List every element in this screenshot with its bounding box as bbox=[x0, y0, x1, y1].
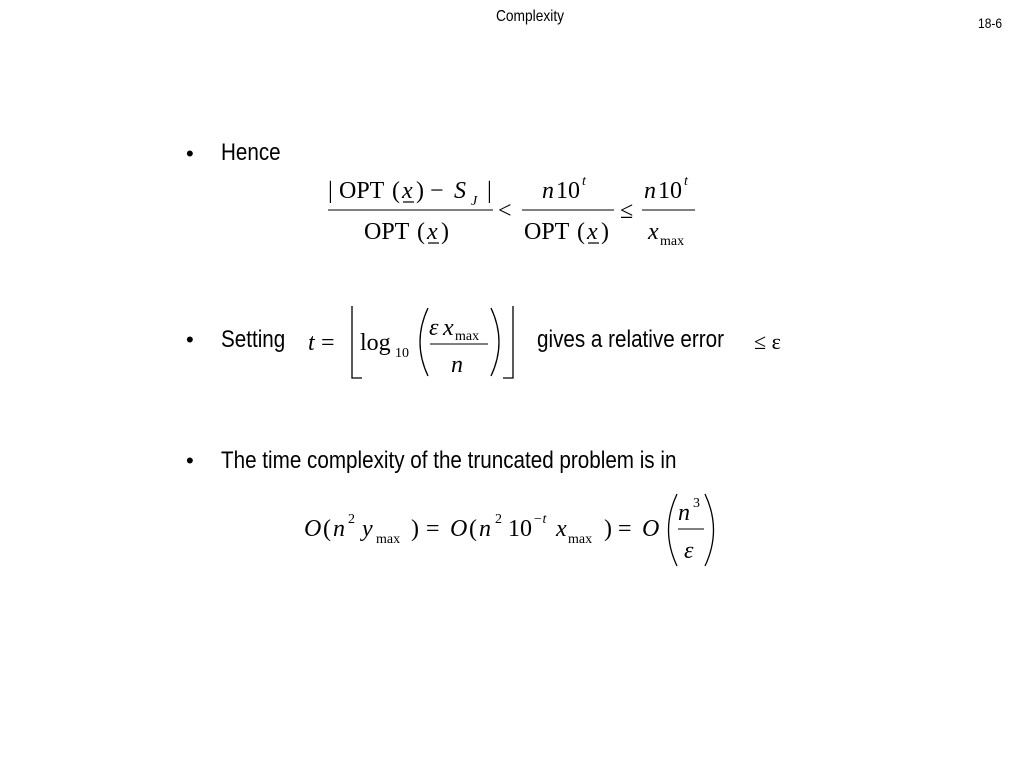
subscript-max: max bbox=[455, 329, 480, 344]
exponent-3: 3 bbox=[693, 496, 700, 511]
ten: 10 bbox=[508, 516, 532, 542]
log-label: log bbox=[360, 330, 391, 356]
svg-text:(: ( bbox=[417, 219, 425, 245]
formula-leq-epsilon bbox=[752, 326, 802, 356]
bullet-text-relative-error: gives a relative error bbox=[537, 326, 724, 353]
svg-text:): ) bbox=[411, 516, 419, 542]
bullet-text-hence: Hence bbox=[221, 139, 281, 166]
svg-text:): ) bbox=[604, 516, 612, 542]
slide-title: Complexity bbox=[495, 8, 565, 25]
superscript-t: t bbox=[582, 174, 586, 189]
subscript-max: max bbox=[376, 532, 401, 547]
svg-text:−: − bbox=[430, 178, 444, 204]
bullet-text-time-complexity: The time complexity of the truncated problem is in bbox=[221, 447, 677, 474]
svg-text:(: ( bbox=[392, 178, 400, 204]
bullet-text-setting: Setting bbox=[221, 326, 286, 353]
var-x: x bbox=[402, 178, 413, 204]
var-x: x bbox=[587, 219, 598, 245]
formula-t-definition bbox=[300, 300, 530, 386]
subscript-j: J bbox=[471, 194, 478, 209]
big-o: O bbox=[450, 516, 468, 542]
var-n: n bbox=[644, 178, 656, 204]
exponent-minus-t: −t bbox=[533, 512, 547, 527]
svg-text:): ) bbox=[416, 178, 424, 204]
opt-label: OPT bbox=[524, 219, 570, 245]
big-o: O bbox=[642, 516, 660, 542]
var-epsilon: ε bbox=[429, 315, 439, 341]
var-n: n bbox=[542, 178, 554, 204]
var-n: n bbox=[678, 500, 690, 526]
svg-text:): ) bbox=[441, 219, 449, 245]
formula-relative-error-bound bbox=[320, 168, 710, 256]
var-epsilon: ε bbox=[684, 538, 694, 564]
opt-label: OPT bbox=[364, 219, 410, 245]
slide-number: 18-6 bbox=[978, 15, 1003, 31]
svg-text:(: ( bbox=[577, 219, 585, 245]
var-x: x bbox=[648, 219, 659, 245]
exponent-2: 2 bbox=[348, 512, 355, 527]
exponent-2: 2 bbox=[495, 512, 502, 527]
var-n: n bbox=[451, 352, 463, 378]
svg-text:(: ( bbox=[323, 516, 331, 542]
subscript-max: max bbox=[660, 234, 685, 249]
var-t: t bbox=[308, 330, 315, 356]
svg-text:<: < bbox=[498, 198, 512, 224]
bullet-marker: • bbox=[186, 448, 194, 473]
svg-text:≤: ≤ bbox=[620, 198, 634, 224]
bullet-marker: • bbox=[186, 141, 194, 166]
var-n: n bbox=[479, 516, 491, 542]
big-o: O bbox=[304, 516, 322, 542]
svg-text:=: = bbox=[618, 516, 632, 542]
var-x: x bbox=[443, 315, 454, 341]
superscript-t: t bbox=[684, 174, 688, 189]
ten: 10 bbox=[658, 178, 682, 204]
var-x: x bbox=[427, 219, 438, 245]
svg-text:|: | bbox=[328, 178, 333, 204]
var-s: S bbox=[454, 178, 466, 204]
var-x: x bbox=[556, 516, 567, 542]
leq-epsilon: ≤ ε bbox=[754, 329, 781, 354]
opt-label: OPT bbox=[339, 178, 385, 204]
svg-text:=: = bbox=[426, 516, 440, 542]
svg-text:(: ( bbox=[469, 516, 477, 542]
ten: 10 bbox=[556, 178, 580, 204]
formula-time-complexity bbox=[300, 488, 730, 572]
var-n: n bbox=[333, 516, 345, 542]
var-y: y bbox=[362, 516, 373, 542]
svg-text:|: | bbox=[487, 178, 492, 204]
svg-text:): ) bbox=[601, 219, 609, 245]
log-base: 10 bbox=[395, 346, 409, 361]
bullet-marker: • bbox=[186, 327, 194, 352]
subscript-max: max bbox=[568, 532, 593, 547]
svg-text:=: = bbox=[321, 330, 335, 356]
